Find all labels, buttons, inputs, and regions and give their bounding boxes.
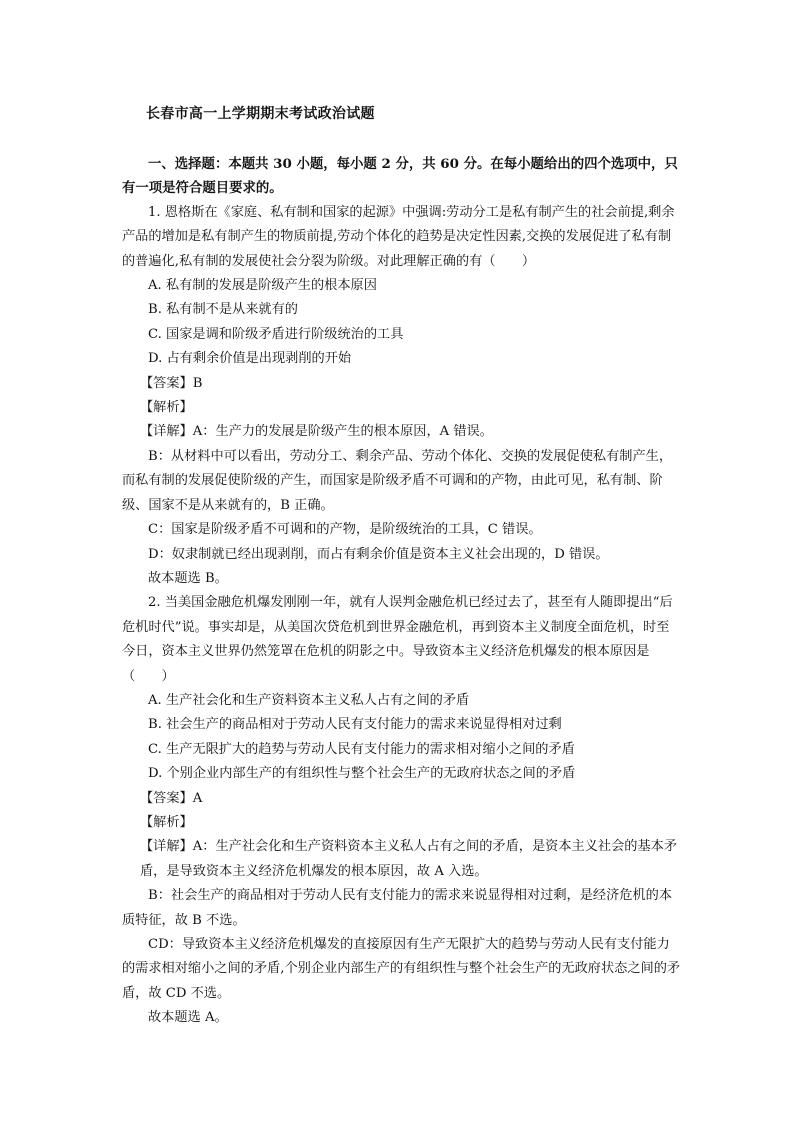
- detail-line: [122, 420, 682, 444]
- answer-line: 【答案】A: [140, 790, 203, 806]
- document-body: [122, 152, 682, 1031]
- answer-line: 【答案】B: [140, 375, 203, 391]
- option-d: D. 占有剩余价值是出现剥削的开始: [148, 351, 352, 367]
- explanation-text: B：社会生产的商品相对于劳动人民有支付能力的需求来说显得相对过剩，是经济危机的本质特征，故 B 不选。: [122, 888, 672, 928]
- option-c: C. 生产无限扩大的趋势与劳动人民有支付能力的需求相对缩小之间的矛盾: [148, 741, 575, 757]
- conclusion-text: 故本题选 B。: [148, 570, 228, 586]
- analysis-label: 【解析】: [140, 400, 193, 416]
- option-c: C. 国家是调和阶级矛盾进行阶级统治的工具: [148, 326, 404, 342]
- document-title: 长春市高一上学期期末考试政治试题: [146, 106, 375, 122]
- option-d: D. 个别企业内部生产的有组织性与整个社会生产的无政府状态之间的矛盾: [148, 766, 576, 782]
- detail-label: 【详解】: [140, 424, 193, 440]
- detail-label: 【详解】: [140, 839, 193, 855]
- question-stem: 2. 当美国金融危机爆发刚刚一年，就有人误判金融危机已经过去了，甚至有人随即提出“后危机时代”说。事实却是，从美国次贷危机到世界金融危机，再到资本主义制度全面危机，时至今日，资本主义世界仍然笼罩在危机的阴影之中。导致资本主义经济危机爆发的根本原因是（ ）: [122, 595, 673, 684]
- explanation-text: CD：导致资本主义经济危机爆发的直接原因有生产无限扩大的趋势与劳动人民有支付能力的需求相对缩小之间的矛盾,个别企业内部生产的有组织性与整个社会生产的无政府状态之间的矛盾，故 CD 不选。: [122, 937, 681, 1001]
- question-2: [122, 591, 682, 1030]
- explanation-text: A：生产力的发展是阶级产生的根本原因，A 错误。: [192, 424, 493, 440]
- option-a: A. 生产社会化和生产资料资本主义私人占有之间的矛盾: [148, 692, 470, 708]
- section-heading: 一、选择题：本题共 30 小题，每小题 2 分，共 60 分。在每小题给出的四个选项中，只有一项是符合题目要求的。: [122, 156, 678, 197]
- question-1: [122, 201, 682, 592]
- explanation-text: A：生产社会化和生产资料资本主义私人占有之间的矛盾，是资本主义社会的基本矛盾，是导致资本主义经济危机爆发的根本原因，故 A 入选。: [140, 839, 678, 879]
- analysis-label: 【解析】: [140, 814, 193, 830]
- explanation-text: C：国家是阶级矛盾不可调和的产物，是阶级统治的工具，C 错误。: [148, 522, 542, 538]
- option-b: B. 社会生产的商品相对于劳动人民有支付能力的需求来说显得相对过剩: [148, 717, 562, 733]
- option-b: B. 私有制不是从来就有的: [148, 302, 298, 318]
- question-stem: 1. 恩格斯在《家庭、私有制和国家的起源》中强调:劳动分工是私有制产生的社会前提,剩余产品的增加是私有制产生的物质前提,劳动个体化的趋势是决定性因素,交换的发展促进了私有制的普遍化,私有制的发展使社会分裂为阶级。对此理解正确的有（ ）: [122, 204, 675, 269]
- conclusion-text: 故本题选 A。: [148, 1010, 228, 1026]
- explanation-text: B：从材料中可以看出，劳动分工、剩余产品、劳动个体化、交换的发展促使私有制产生，而私有制的发展促使阶级的产生，而国家是阶级矛盾不可调和的产物，由此可见，私有制、阶级、国家不是从来就有的，B 正确。: [122, 448, 672, 513]
- option-a: A. 私有制的发展是阶级产生的根本原因: [148, 278, 377, 294]
- explanation-text: D：奴隶制就已经出现剥削，而占有剩余价值是资本主义社会出现的，D 错误。: [148, 546, 609, 562]
- detail-line: [122, 835, 682, 884]
